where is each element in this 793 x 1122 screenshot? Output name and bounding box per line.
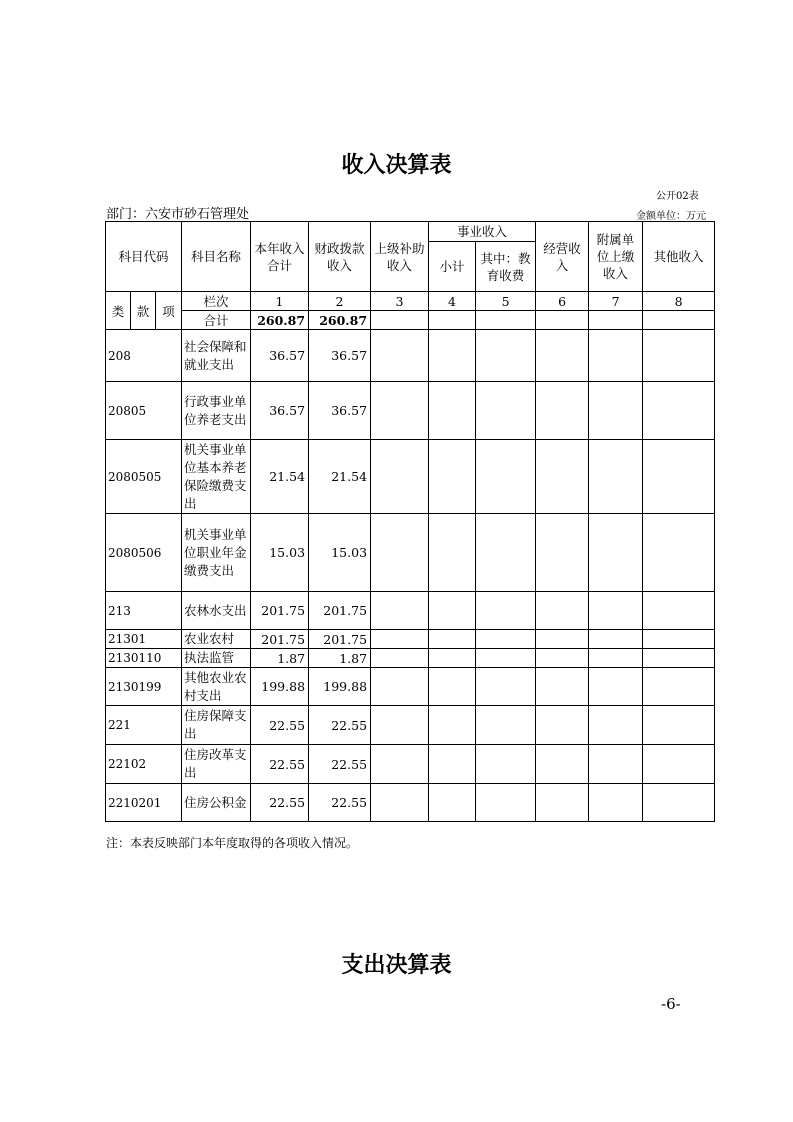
empty-cell <box>643 382 715 440</box>
empty-cell <box>476 706 536 745</box>
form-code: 公开02表 <box>656 191 699 202</box>
empty-cell <box>371 382 429 440</box>
table-row <box>106 630 715 649</box>
empty-cell <box>476 630 536 649</box>
table-row <box>106 330 715 382</box>
empty-cell <box>643 784 715 822</box>
header-subject-code: 科目代码 <box>106 222 182 292</box>
header-total-income: 本年收入合计 <box>251 222 309 292</box>
subject-name-cell: 农林水支出 <box>182 592 251 630</box>
empty-cell <box>643 330 715 382</box>
total-income-cell: 22.55 <box>251 745 309 784</box>
empty-cell <box>476 514 536 592</box>
empty-cell <box>476 440 536 514</box>
empty-cell <box>589 382 643 440</box>
table-row <box>106 649 715 668</box>
empty-cell <box>429 668 476 706</box>
total-income-cell: 15.03 <box>251 514 309 592</box>
subject-name-cell: 社会保障和就业支出 <box>182 330 251 382</box>
subject-name-cell: 住房公积金 <box>182 784 251 822</box>
table-row <box>106 592 715 630</box>
total-label: 合计 <box>182 311 251 330</box>
subject-code-cell: 21301 <box>106 630 182 649</box>
fiscal-allocation-cell: 201.75 <box>309 630 371 649</box>
header-column-index: 栏次 <box>182 292 251 311</box>
total-income-cell: 36.57 <box>251 382 309 440</box>
empty-cell <box>476 745 536 784</box>
total-income-cell: 199.88 <box>251 668 309 706</box>
col-number: 8 <box>643 292 715 311</box>
empty-cell <box>429 649 476 668</box>
empty-cell <box>429 382 476 440</box>
income-table-body <box>106 330 715 822</box>
table-row <box>106 784 715 822</box>
table-note: 注：本表反映部门本年度取得的各项收入情况。 <box>106 836 359 850</box>
total-income-cell: 22.55 <box>251 784 309 822</box>
header-business-income: 事业收入 <box>429 222 536 242</box>
subject-name-cell: 行政事业单位养老支出 <box>182 382 251 440</box>
fiscal-allocation-cell: 36.57 <box>309 382 371 440</box>
col-number: 1 <box>251 292 309 311</box>
fiscal-allocation-cell: 15.03 <box>309 514 371 592</box>
empty-cell <box>476 668 536 706</box>
total-income-value: 260.87 <box>251 311 309 330</box>
empty-cell <box>476 330 536 382</box>
subject-name-cell: 执法监管 <box>182 649 251 668</box>
col-number: 5 <box>476 292 536 311</box>
header-affiliated-income: 附属单位上缴收入 <box>589 222 643 292</box>
subject-code-cell: 208 <box>106 330 182 382</box>
table-row <box>106 382 715 440</box>
empty-cell <box>643 649 715 668</box>
subject-code-cell: 2080506 <box>106 514 182 592</box>
subject-code-cell: 213 <box>106 592 182 630</box>
empty-cell <box>536 330 589 382</box>
fiscal-allocation-cell: 36.57 <box>309 330 371 382</box>
header-lei: 类 <box>106 292 131 330</box>
subject-code-cell: 22102 <box>106 745 182 784</box>
empty-cell <box>643 706 715 745</box>
subject-name-cell: 住房改革支出 <box>182 745 251 784</box>
empty-cell <box>589 514 643 592</box>
fiscal-allocation-cell: 199.88 <box>309 668 371 706</box>
empty-cell <box>476 382 536 440</box>
empty-cell <box>536 784 589 822</box>
subject-name-cell: 机关事业单位基本养老保险缴费支出 <box>182 440 251 514</box>
empty-cell <box>476 649 536 668</box>
subject-code-cell: 20805 <box>106 382 182 440</box>
header-kuan: 款 <box>131 292 156 330</box>
subject-code-cell: 2130199 <box>106 668 182 706</box>
income-table <box>105 221 715 822</box>
col-number: 6 <box>536 292 589 311</box>
subject-code-cell: 221 <box>106 706 182 745</box>
empty-cell <box>429 330 476 382</box>
page-title: 收入决算表 <box>341 153 452 178</box>
empty-cell <box>589 649 643 668</box>
subject-name-cell: 其他农业农村支出 <box>182 668 251 706</box>
subject-code-cell: 2130110 <box>106 649 182 668</box>
empty-cell <box>476 592 536 630</box>
empty-cell <box>371 649 429 668</box>
total-income-cell: 201.75 <box>251 630 309 649</box>
empty-cell <box>371 514 429 592</box>
empty-cell <box>536 630 589 649</box>
empty-cell <box>589 440 643 514</box>
empty-cell <box>371 630 429 649</box>
header-higher-subsidy: 上级补助收入 <box>371 222 429 292</box>
empty-cell <box>429 745 476 784</box>
table-row <box>106 514 715 592</box>
empty-cell <box>536 668 589 706</box>
fiscal-allocation-cell: 22.55 <box>309 706 371 745</box>
next-section-title: 支出决算表 <box>341 953 452 978</box>
fiscal-allocation-cell: 21.54 <box>309 440 371 514</box>
total-row <box>106 311 715 330</box>
empty-cell <box>429 514 476 592</box>
header-fiscal-allocation: 财政拨款收入 <box>309 222 371 292</box>
empty-cell <box>536 649 589 668</box>
total-income-cell: 22.55 <box>251 706 309 745</box>
table-row <box>106 668 715 706</box>
empty-cell <box>643 592 715 630</box>
empty-cell <box>643 630 715 649</box>
fiscal-allocation-cell: 22.55 <box>309 745 371 784</box>
page-number: -6- <box>661 995 681 1013</box>
empty-cell <box>536 382 589 440</box>
unit-label: 金额单位：万元 <box>636 211 706 222</box>
empty-cell <box>476 784 536 822</box>
empty-cell <box>589 630 643 649</box>
header-xiang: 项 <box>156 292 182 330</box>
header-subject-name: 科目名称 <box>182 222 251 292</box>
header-other-income: 其他收入 <box>643 222 715 292</box>
empty-cell <box>429 630 476 649</box>
table-row <box>106 440 715 514</box>
empty-cell <box>536 745 589 784</box>
total-income-cell: 21.54 <box>251 440 309 514</box>
empty-cell <box>589 784 643 822</box>
fiscal-allocation-cell: 201.75 <box>309 592 371 630</box>
empty-cell <box>643 745 715 784</box>
total-income-cell: 36.57 <box>251 330 309 382</box>
fiscal-allocation-cell: 1.87 <box>309 649 371 668</box>
total-fiscal-value: 260.87 <box>309 311 371 330</box>
col-number: 2 <box>309 292 371 311</box>
table-row <box>106 745 715 784</box>
subject-name-cell: 住房保障支出 <box>182 706 251 745</box>
empty-cell <box>429 592 476 630</box>
empty-cell <box>643 668 715 706</box>
income-table-header <box>106 222 715 330</box>
subject-name-cell: 机关事业单位职业年金缴费支出 <box>182 514 251 592</box>
col-number: 4 <box>429 292 476 311</box>
subject-code-cell: 2080505 <box>106 440 182 514</box>
empty-cell <box>589 706 643 745</box>
empty-cell <box>371 784 429 822</box>
subject-name-cell: 农业农村 <box>182 630 251 649</box>
fiscal-allocation-cell: 22.55 <box>309 784 371 822</box>
header-subtotal: 小计 <box>429 242 476 292</box>
empty-cell <box>371 668 429 706</box>
empty-cell <box>589 592 643 630</box>
table-row <box>106 706 715 745</box>
empty-cell <box>536 514 589 592</box>
empty-cell <box>536 440 589 514</box>
subject-code-cell: 2210201 <box>106 784 182 822</box>
empty-cell <box>371 330 429 382</box>
department-label: 部门：六安市砂石管理处 <box>106 207 250 222</box>
total-income-cell: 201.75 <box>251 592 309 630</box>
empty-cell <box>536 592 589 630</box>
empty-cell <box>429 784 476 822</box>
empty-cell <box>429 706 476 745</box>
empty-cell <box>371 440 429 514</box>
empty-cell <box>643 514 715 592</box>
col-number: 3 <box>371 292 429 311</box>
col-number: 7 <box>589 292 643 311</box>
total-income-cell: 1.87 <box>251 649 309 668</box>
empty-cell <box>371 592 429 630</box>
header-education-fee: 其中：教育收费 <box>476 242 536 292</box>
empty-cell <box>536 706 589 745</box>
empty-cell <box>371 745 429 784</box>
header-operating-income: 经营收入 <box>536 222 589 292</box>
empty-cell <box>589 330 643 382</box>
empty-cell <box>589 745 643 784</box>
empty-cell <box>371 706 429 745</box>
empty-cell <box>643 440 715 514</box>
empty-cell <box>589 668 643 706</box>
empty-cell <box>429 440 476 514</box>
